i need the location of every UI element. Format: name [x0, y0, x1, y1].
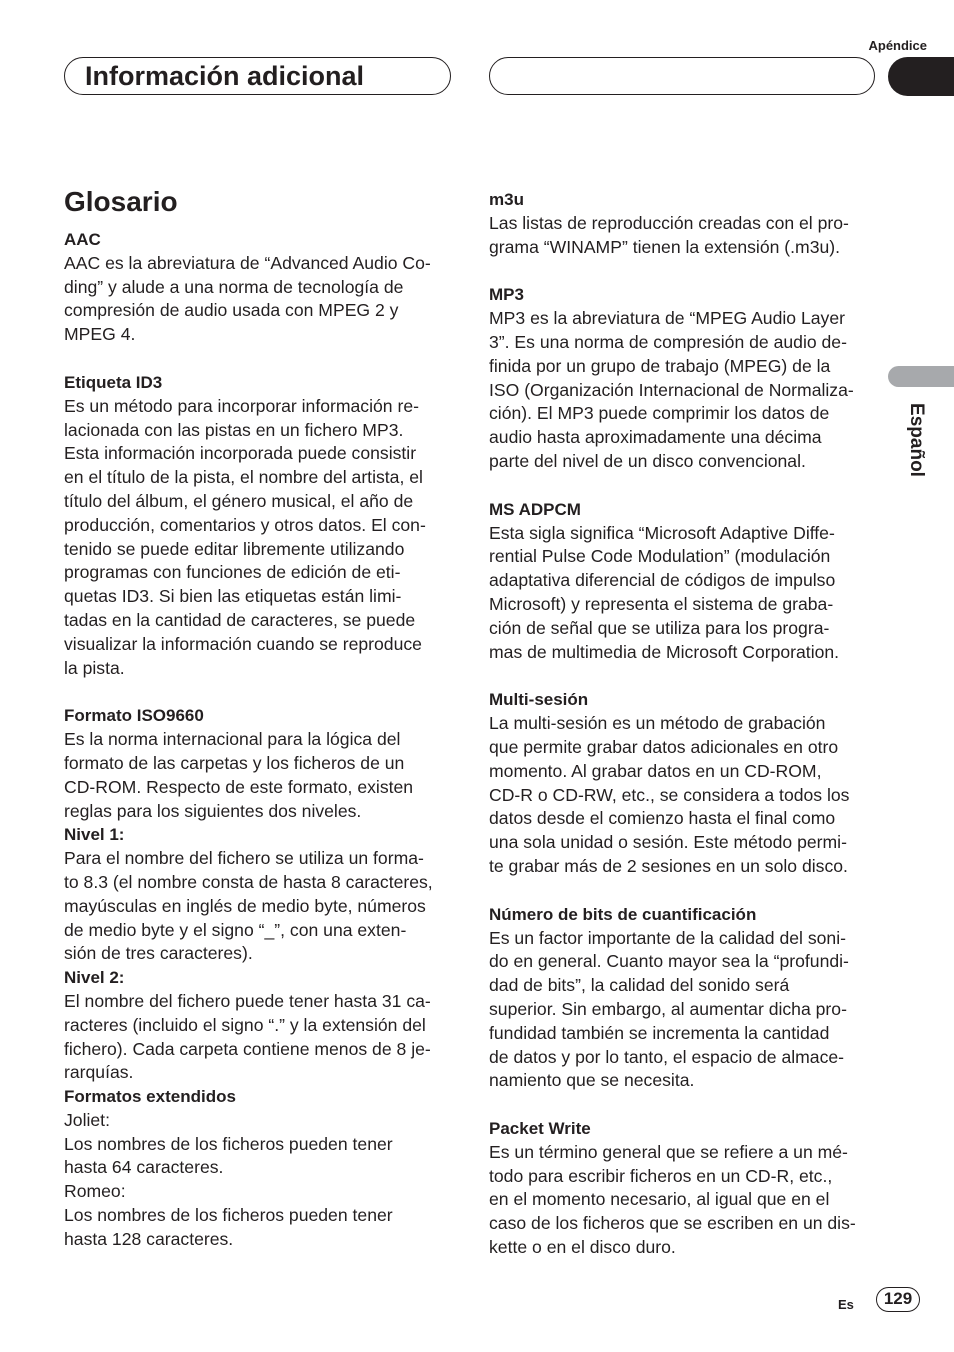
- text-line: Romeo:: [64, 1181, 126, 1202]
- text-line: CD-ROM. Respecto de este formato, existen: [64, 776, 414, 797]
- text-line: Joliet:: [64, 1109, 110, 1130]
- text-line: la pista.: [64, 657, 125, 678]
- text-line: CD-R o CD-RW, etc., se considera a todos los: [489, 784, 850, 805]
- text-line: de datos y por lo tanto, el espacio de almace-: [489, 1046, 845, 1067]
- chapter-title: Información adicional: [85, 61, 365, 91]
- text-line: to 8.3 (el nombre consta de hasta 8 caracteres,: [64, 871, 433, 892]
- text-line: Las listas de reproducción creadas con el pro-: [489, 212, 849, 233]
- text-line: Es un método para incorporar información re-: [64, 395, 419, 416]
- text-line: Es la norma internacional para la lógica del: [64, 729, 401, 750]
- text-line: programas con funciones de edición de eti-: [64, 562, 401, 583]
- text-line: superior. Sin embargo, al aumentar dicha pro-: [489, 998, 847, 1019]
- text-line: mas de multimedia de Microsoft Corporation.: [489, 641, 840, 662]
- language-side-label: Español: [906, 403, 927, 477]
- text-line: parte del nivel de un disco convencional.: [489, 450, 806, 471]
- text-line: visualizar la información cuando se reproduce: [64, 633, 422, 654]
- definition-id3: [64, 395, 454, 681]
- text-line: tenido se puede editar libremente utilizando: [64, 538, 405, 559]
- text-line: formato de las carpetas y los ficheros de un: [64, 752, 405, 773]
- text-line: El nombre del fichero puede tener hasta 31 ca-: [64, 990, 431, 1011]
- term-iso9660: Formato ISO9660: [64, 706, 204, 726]
- section-label: Apéndice: [868, 38, 927, 53]
- text-line: producción, comentarios y otros datos. El con-: [64, 514, 426, 535]
- text-line: finida por un grupo de trabajo (MPEG) de la: [489, 355, 831, 376]
- text-line: reglas para los siguientes dos niveles.: [64, 800, 362, 821]
- text-line: en el título de la pista, el nombre del artista, el: [64, 467, 423, 488]
- text-line: caso de los ficheros que se escriben en un dis-: [489, 1213, 856, 1234]
- text-line: sión de tres caracteres).: [64, 943, 253, 964]
- text-line: do en general. Cuanto mayor sea la “profundi-: [489, 951, 849, 972]
- text-line: Para el nombre del fichero se utiliza un forma-: [64, 848, 424, 869]
- term-mp3: MP3: [489, 285, 524, 305]
- text-line: te grabar más de 2 sesiones en un solo disco.: [489, 855, 848, 876]
- text-line: 3”. Es una norma de compresión de audio de-: [489, 331, 847, 352]
- chapter-tab: [888, 57, 954, 96]
- text-line: kette o en el disco duro.: [489, 1237, 676, 1258]
- text-line: Es un factor importante de la calidad del soni-: [489, 927, 846, 948]
- definition-mp3: [489, 307, 879, 474]
- text-line: Los nombres de los ficheros pueden tener: [64, 1133, 393, 1154]
- text-line: de medio byte y el signo “_”, con una exten-: [64, 919, 407, 940]
- text-line: Esta sigla significa “Microsoft Adaptive Diffe-: [489, 522, 835, 543]
- subterm-nivel-2: Nivel 2:: [64, 968, 125, 988]
- text-line: tadas en la cantidad de caracteres, se puede: [64, 609, 416, 630]
- term-packet-write: Packet Write: [489, 1119, 591, 1139]
- text-line: grama “WINAMP” tienen la extensión (.m3u).: [489, 236, 841, 257]
- definition-multi-sesion: [489, 712, 879, 879]
- language-code: Es: [838, 1297, 854, 1312]
- definition-iso9660: [64, 728, 454, 823]
- text-line: AAC es la abreviatura de “Advanced Audio Co-: [64, 252, 431, 273]
- text-line: namiento que se necesita.: [489, 1070, 695, 1091]
- definition-m3u: [489, 212, 879, 260]
- text-line: Microsoft) y representa el sistema de graba-: [489, 593, 834, 614]
- definition-ms-adpcm: [489, 522, 879, 665]
- text-line: La multi-sesión es un método de grabación: [489, 713, 826, 734]
- language-tab: [888, 366, 954, 387]
- term-bits-cuantificacion: Número de bits de cuantificación: [489, 904, 757, 924]
- definition-nivel-2: [64, 990, 454, 1085]
- page-number: 129: [876, 1287, 920, 1312]
- text-line: hasta 64 caracteres.: [64, 1157, 224, 1178]
- text-line: mayúsculas en inglés de medio byte, números: [64, 895, 426, 916]
- definition-aac: [64, 252, 454, 347]
- text-line: título del álbum, el género musical, el año de: [64, 490, 414, 511]
- text-line: fundidad también se incrementa la cantidad: [489, 1022, 830, 1043]
- text-line: ción). El MP3 puede comprimir los datos de: [489, 403, 830, 424]
- text-line: que permite grabar datos adicionales en otro: [489, 736, 839, 757]
- text-line: MP3 es la abreviatura de “MPEG Audio Layer: [489, 308, 845, 329]
- text-line: dad de bits”, la calidad del sonido será: [489, 975, 790, 996]
- term-id3: Etiqueta ID3: [64, 372, 163, 392]
- subterm-nivel-1: Nivel 1:: [64, 825, 125, 845]
- text-line: Es un término general que se refiere a un mé-: [489, 1141, 848, 1162]
- text-line: hasta 128 caracteres.: [64, 1228, 234, 1249]
- text-line: Esta información incorporada puede consistir: [64, 443, 417, 464]
- text-line: adaptativa diferencial de códigos de impulso: [489, 570, 836, 591]
- text-line: ding” y alude a una norma de tecnología de: [64, 276, 404, 297]
- term-m3u: m3u: [489, 190, 524, 209]
- text-line: una sola unidad o sesión. Este método permi-: [489, 832, 847, 853]
- term-multi-sesion: Multi-sesión: [489, 690, 589, 710]
- text-line: quetas ID3. Si bien las etiquetas están limi-: [64, 586, 402, 607]
- text-line: en el momento necesario, al igual que en el: [489, 1189, 830, 1210]
- text-line: lacionada con las pistas en un fichero MP3.: [64, 419, 404, 440]
- text-line: datos desde el comienzo hasta el final como: [489, 808, 836, 829]
- chapter-header: [64, 57, 451, 95]
- header-blank-box: [489, 57, 875, 95]
- text-line: momento. Al grabar datos en un CD-ROM,: [489, 760, 822, 781]
- term-aac: AAC: [64, 230, 101, 249]
- text-line: audio hasta aproximadamente una décima: [489, 427, 822, 448]
- left-column: [64, 228, 454, 1252]
- definition-packet-write: [489, 1141, 879, 1260]
- term-ms-adpcm: MS ADPCM: [489, 499, 581, 519]
- subterm-formatos-extendidos: Formatos extendidos: [64, 1087, 236, 1107]
- page-title: Glosario: [64, 186, 178, 217]
- definition-formatos-extendidos: [64, 1109, 454, 1252]
- text-line: rarquías.: [64, 1062, 134, 1083]
- text-line: MPEG 4.: [64, 324, 136, 345]
- text-line: fichero). Cada carpeta contiene menos de 8 je-: [64, 1038, 431, 1059]
- text-line: todo para escribir ficheros en un CD-R, etc.,: [489, 1165, 833, 1186]
- right-column: [489, 188, 879, 1260]
- text-line: rential Pulse Code Modulation” (modulación: [489, 546, 831, 567]
- text-line: ción de señal que se utiliza para los progra-: [489, 617, 830, 638]
- text-line: Los nombres de los ficheros pueden tener: [64, 1205, 393, 1226]
- text-line: ISO (Organización Internacional de Normaliza-: [489, 379, 854, 400]
- definition-bits-cuantificacion: [489, 927, 879, 1094]
- text-line: compresión de audio usada con MPEG 2 y: [64, 300, 399, 321]
- definition-nivel-1: [64, 847, 454, 966]
- text-line: racteres (incluido el signo “.” y la extensión del: [64, 1014, 426, 1035]
